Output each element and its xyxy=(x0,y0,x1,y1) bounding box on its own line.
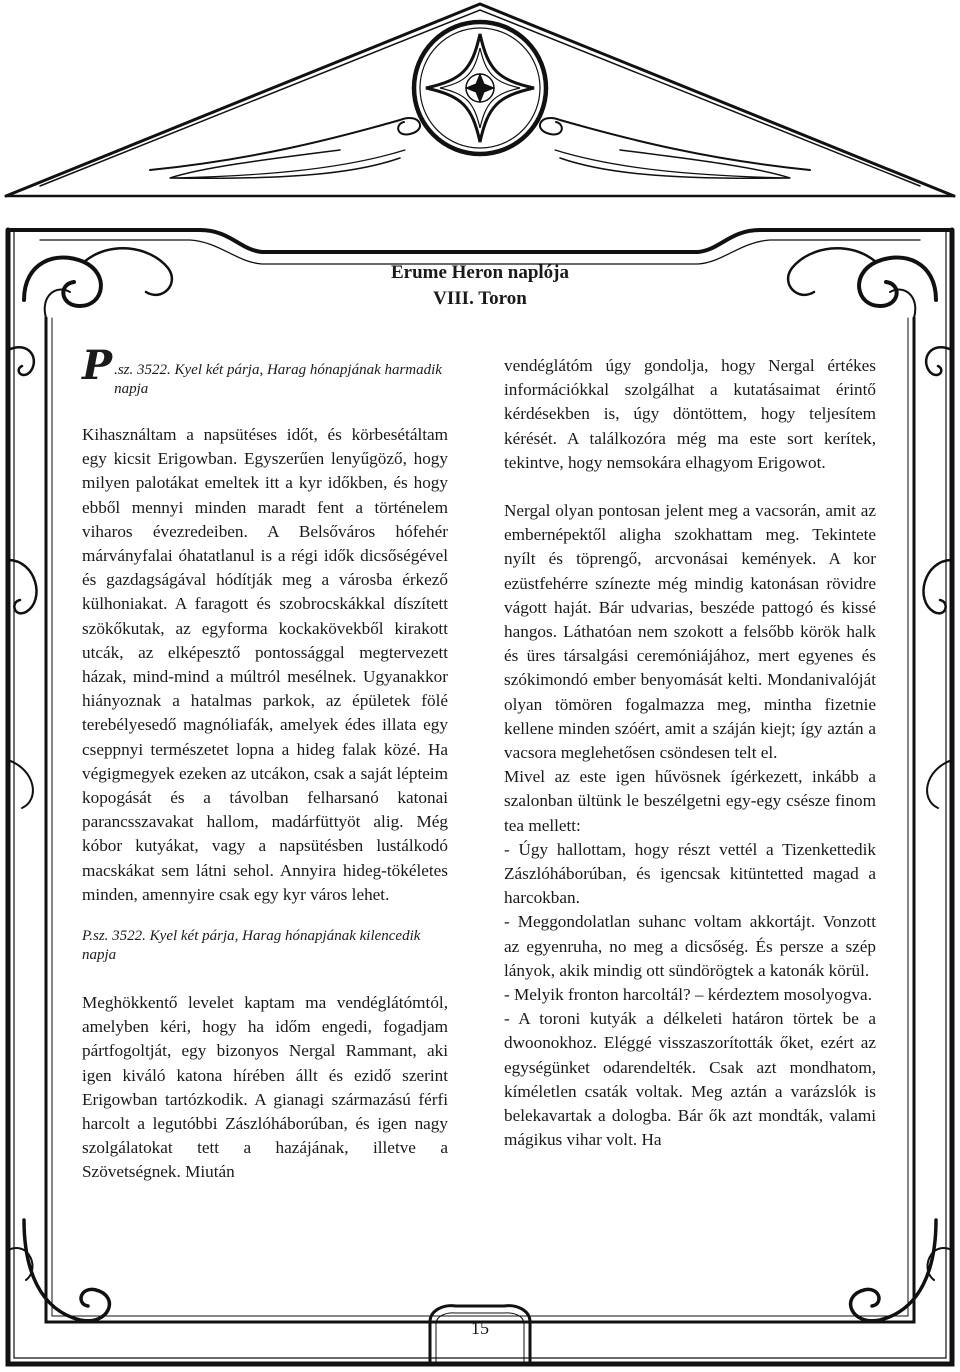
right-paragraph-2: Nergal olyan pontosan jelent meg a vacsorán, amit az embernépektől aligha szokhattam meg. Tekintete nyílt és töprengő, arcvonásai kemények. A kor ezüstfehérre színezte még mindig katonásan rövidre vágott haját. Bár udvarias, beszéde pattogó és kissé hangos. Láthatóan nem szokott a felsőbb körök halk és üres társalgási ceremóniájához, mert egyenes és szókimondó ember benyomását kelti. Mondanivalóját olyan tömören fogalmazza meg, mintha fizetnie kellene minden szóért, amit a száján kiejt; így aztán a vacsora meglehetősen csöndesen telt el. xyxy=(504,501,876,763)
dialogue-line-2: - Meggondolatlan suhanc voltam akkortájt. Vonzott az egyenruha, no meg a dicsőség. És persze a szép lányok, akik mindig ott sündörögtek a katonák körül. xyxy=(504,912,876,980)
right-paragraph-3: Mivel az este igen hűvösnek ígérkezett, inkább a szalonban ültünk le beszélgetni egy-egy csésze finom tea mellett: xyxy=(504,767,876,835)
journal-title: Erume Heron naplója xyxy=(390,262,570,283)
bottom-left-corner-scroll xyxy=(24,1220,109,1321)
right-paragraph-1: vendéglátóm úgy gondolja, hogy Nergal értékes információkkal szolgálhat a kutatásaimat érintő kérdésekben is, úgy döntöttem, hogy teljesítem kérését. A találkozóra még ma este sort kerítek, tekintve, hogy nemsokára elhagyom Erigowot. xyxy=(504,356,876,472)
left-column xyxy=(82,342,448,1185)
left-side-scroll-upper xyxy=(8,347,34,375)
right-side-scroll-upper xyxy=(926,347,952,375)
dialogue-line-3: - Melyik fronton harcoltál? – kérdeztem mosolyogva. xyxy=(504,985,872,1005)
entry-2-dateline: P.sz. 3522. Kyel két párja, Harag hónapjának kilencedik napja xyxy=(82,928,421,964)
page-number: 15 xyxy=(471,1318,489,1338)
decorative-initial: P xyxy=(82,342,113,389)
dialogue-line-1: - Úgy hallottam, hogy részt vettél a Tizenkettedik Zászlóháborúban, és igencsak kitüntetted magad a harcokban. xyxy=(504,839,876,908)
right-column xyxy=(504,354,876,1153)
entry-2-body: Meghökkentő levelet kaptam ma vendéglátómtól, amelyben kéri, hogy ha időm engedi, fogadjam pártfogoltját, egy bizonyos Nergal Rammant, aki igen kiváló katona hírében állt és ezidő szerint Erigowban tartózkodik. A gianagi származású férfi harcolt a legutóbbi Zászlóháborúban, és igen nagy szolgálatokat tett a hazájának, illetve a Szövetségnek. Miután xyxy=(82,993,448,1182)
entry-1-dateline: P .sz. 3522. Kyel két párja, Harag hónapjának harmadik napja xyxy=(82,342,442,397)
entry-1-body: Kihasználtam a napsütéses időt, és körbesétáltam egy kicsit Erigowban. Egyszerűen lenyűgöző, hogy milyen palotákat emeltek itt a kyr időkben, és hogy ebből mennyi minden maradt fent a történelem viharos évezredeiben. A Belsőváros hófehér márványfalai óhatatlanul is a régi idők dicsőségével és gazdagságával hódítják meg a városba érkező külhoniakat. A faragott és szobrocskákkal díszített szökőkutak, az egyforma kockakövekből kirakott utcák, az elképesztő pontossággal megtervezett házak, mind-mind a múltról mesélnek. Ugyanakkor hiányoznak a hatalmas parkok, az épületek fölé terebélyesedő magnóliafák, amelyek édes illata egy cseppnyi természetet lopna a hideg falak közé. Ha végigmegyek ezeken az utcákon, csak a saját lépteim kopogását és a távolban felharsanó katonai parancsszavakat hallom, madárfüttyöt alig. Még kóbor kutyákat, vagy a napsütésben lustálkodó macskákat sem látni sehol. Annyira hideg-tökéletes minden, amennyire csak egy kyr város lehet. xyxy=(82,425,448,904)
four-point-star-medallion-icon xyxy=(414,22,546,154)
dialogue-line-4: - A toroni kutyák a délkeleti határon törtek be a dwoonokhoz. Eléggé visszaszorították őket, ezért az egységünket odarendelték. Csak azt mondhatom, kíméletlen csaták voltak. Meg aztán a varázslók is belekavartak a dologba. Bár ők azt mondták, valami mágikus vihar volt. Ha xyxy=(504,1009,876,1150)
journal-subtitle: VIII. Toron xyxy=(433,288,527,309)
bottom-right-corner-scroll xyxy=(851,1220,936,1321)
